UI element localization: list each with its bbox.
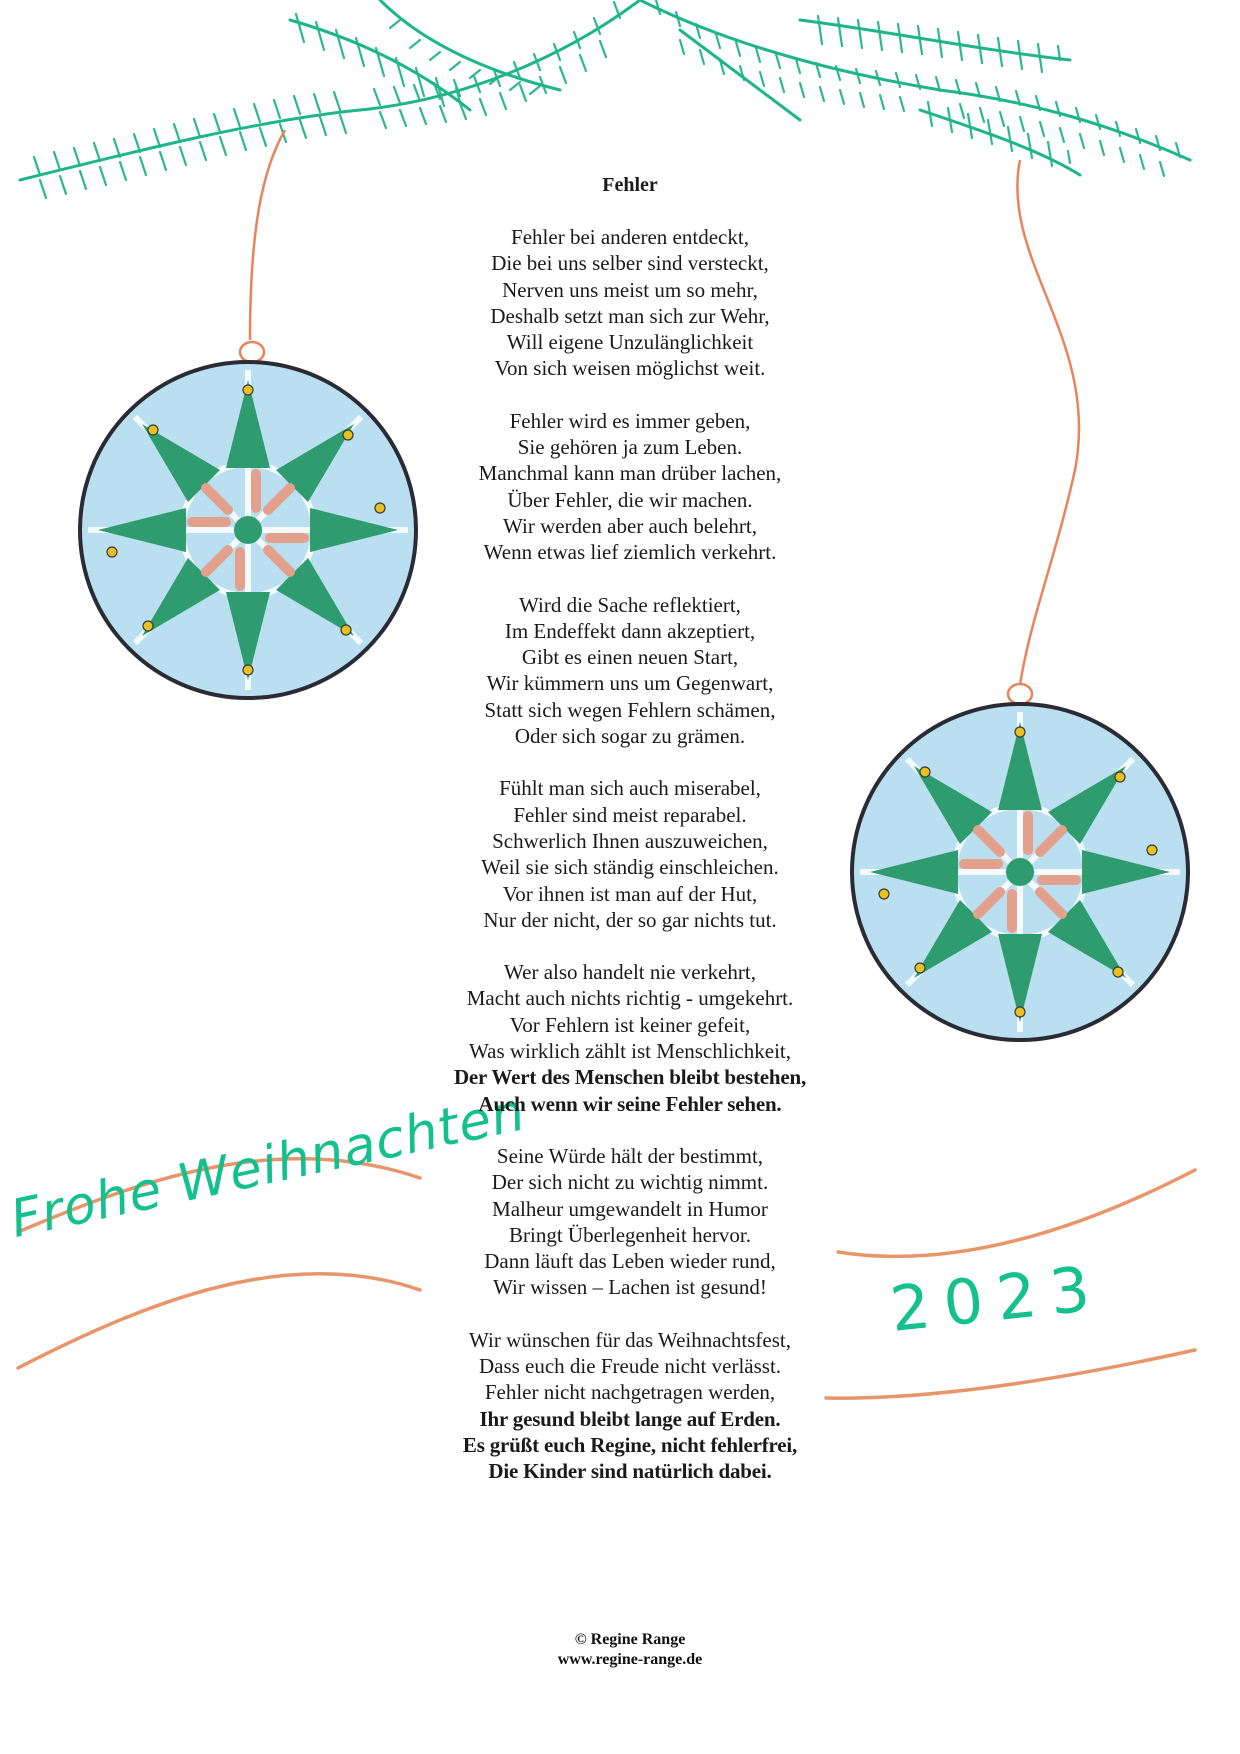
poem-line: Vor Fehlern ist keiner gefeit, (509, 1012, 751, 1037)
poem-line: Weil sie sich ständig einschleichen. (481, 855, 779, 880)
ornament-string-right (1017, 160, 1079, 685)
copyright-text: © Regine Range (574, 1631, 686, 1648)
poem-line: Manchmal kann man drüber lachen, (478, 461, 782, 486)
poem-line: Auch wenn wir seine Fehler sehen. (478, 1091, 782, 1116)
ornament-right (852, 704, 1188, 1040)
poem-line: Was wirklich zählt ist Menschlichkeit, (469, 1039, 791, 1064)
poem-line: Fehler nicht nachgetragen werden, (484, 1380, 776, 1405)
poem-line: Die Kinder sind natürlich dabei. (488, 1459, 772, 1484)
poem-line: Wer also handelt nie verkehrt, (504, 960, 756, 985)
stanza-6 (420, 1143, 840, 1301)
poem-line: Von sich weisen möglichst weit. (494, 356, 766, 381)
fir-branch (20, 0, 1190, 180)
poem-line: Der sich nicht zu wichtig nimmt. (491, 1170, 769, 1195)
poem-title: Fehler (602, 174, 658, 196)
stanza-7 (420, 1327, 840, 1485)
poem-line: Seine Würde hält der bestimmt, (496, 1143, 764, 1168)
stanza-1 (420, 224, 840, 382)
poem (420, 172, 840, 1510)
poem-line: Ihr gesund bleibt lange auf Erden. (479, 1406, 781, 1431)
poem-line: Bringt Überlegenheit hervor. (508, 1222, 751, 1247)
poem-line: Wir kümmern uns um Gegenwart, (486, 671, 774, 696)
greeting-lettering: Frohe Weihnachten (5, 1082, 531, 1250)
poem-line: Deshalb setzt man sich zur Wehr, (490, 303, 770, 328)
poem-line: Statt sich wegen Fehlern schämen, (484, 697, 776, 722)
fir-needles (34, 0, 1180, 198)
poem-line: Wenn etwas lief ziemlich verkehrt. (483, 540, 777, 565)
year-lettering: 2023 (886, 1251, 1108, 1346)
poem-line: Wir wissen – Lachen ist gesund! (493, 1275, 767, 1300)
poem-line: Der Wert des Menschen bleibt bestehen, (453, 1065, 807, 1090)
poem-line: Will eigene Unzulänglichkeit (506, 330, 754, 355)
poem-line: Dann läuft das Leben wieder rund, (484, 1249, 776, 1274)
stanza-2 (420, 408, 840, 566)
poem-line: Im Endeffekt dann akzeptiert, (504, 618, 756, 643)
poem-line: Es grüßt euch Regine, nicht fehlerfrei, (462, 1432, 798, 1457)
poem-line: Dass euch die Freude nicht verlässt. (478, 1353, 782, 1378)
poem-line: Gibt es einen neuen Start, (521, 645, 739, 670)
stanza-4 (420, 775, 840, 933)
stanza-3 (420, 592, 840, 750)
poem-line: Nur der nicht, der so gar nichts tut. (483, 907, 777, 932)
poem-line: Wir werden aber auch belehrt, (503, 513, 757, 538)
footer (420, 1630, 840, 1670)
poem-line: Macht auch nichts richtig - umgekehrt. (466, 986, 794, 1011)
poem-line: Die bei uns selber sind versteckt, (491, 251, 769, 276)
poem-line: Wird die Sache reflektiert, (519, 592, 741, 617)
ornament-left (80, 362, 416, 698)
poem-line: Fehler bei anderen entdeckt, (511, 225, 749, 249)
poem-line: Fehler sind meist reparabel. (513, 802, 747, 827)
poem-line: Über Fehler, die wir machen. (507, 487, 753, 512)
ornament-string-left (250, 130, 285, 340)
poem-line: Vor ihnen ist man auf der Hut, (502, 881, 758, 906)
poem-line: Schwerlich Ihnen auszuweichen, (492, 828, 768, 853)
stanza-5 (420, 959, 840, 1117)
poem-line: Nerven uns meist um so mehr, (502, 277, 758, 302)
website-text: www.regine-range.de (557, 1651, 703, 1668)
poem-line: Sie gehören ja zum Leben. (517, 435, 743, 460)
poem-line: Malheur umgewandelt in Humor (492, 1196, 768, 1221)
poem-line: Fühlt man sich auch miserabel, (499, 776, 761, 801)
poem-line: Wir wünschen für das Weihnachtsfest, (469, 1327, 791, 1352)
poem-line: Oder sich sogar zu grämen. (514, 724, 746, 749)
poem-line: Fehler wird es immer geben, (509, 408, 751, 433)
